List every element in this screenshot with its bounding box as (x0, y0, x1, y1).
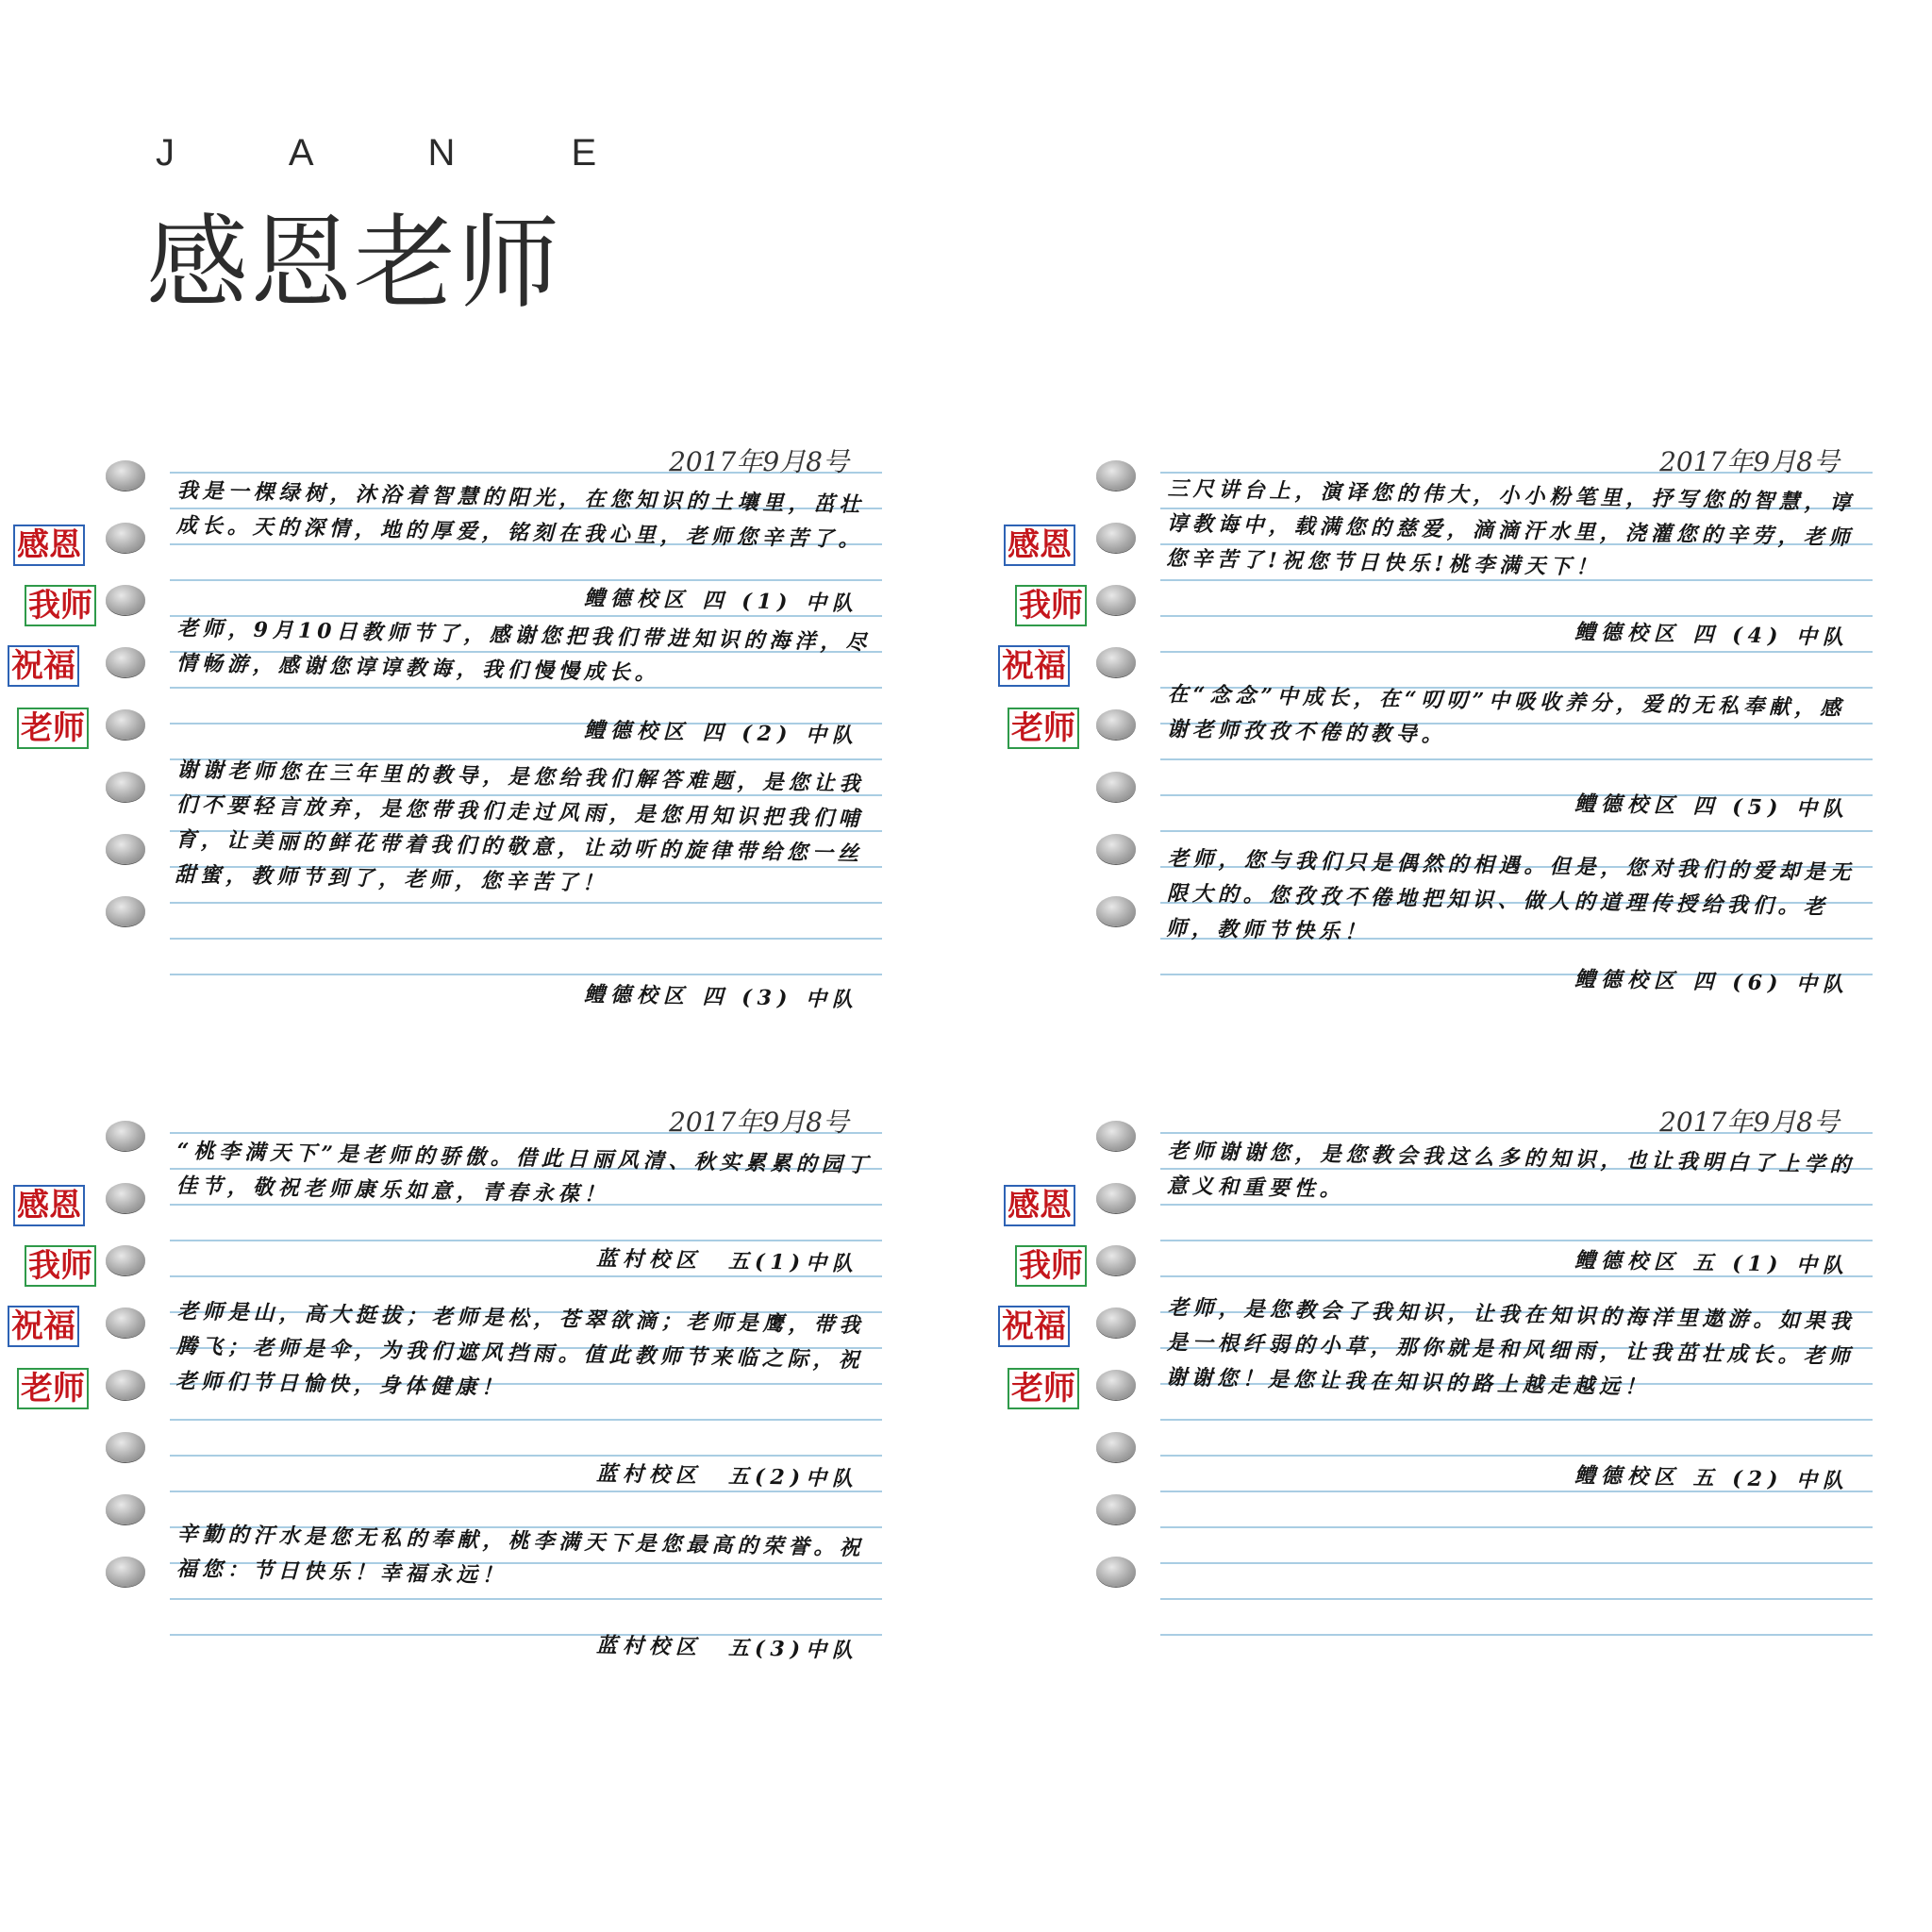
brand-letters: J A N E (156, 132, 650, 174)
ruled-line (1160, 1562, 1873, 1564)
binder-ring (1096, 709, 1136, 740)
binder-ring (106, 523, 145, 553)
message-signature: 鳢德校区 四 (6) 中队 (1574, 966, 1850, 998)
note-card-2 (991, 441, 1896, 1045)
binder-ring (106, 1370, 145, 1400)
tag-my-teacher: 我师 (25, 1245, 96, 1287)
note-date: 2017年9月8号 (1659, 1107, 1840, 1138)
message-signature: 鳢德校区 四 (1) 中队 (583, 585, 859, 617)
note-paper (1160, 441, 1877, 1026)
binder-ring (1096, 1494, 1136, 1524)
binder-ring (1096, 1370, 1136, 1400)
message-signature: 蓝村校区 五(1)中队 (595, 1246, 859, 1276)
binder-ring (106, 1183, 145, 1213)
binder-ring (106, 647, 145, 677)
binder-ring (106, 1494, 145, 1524)
message-signature: 鳢德校区 四 (3) 中队 (583, 981, 859, 1013)
binder-rings (106, 460, 149, 1045)
message-signature: 鳢德校区 四 (4) 中队 (1574, 619, 1850, 651)
tag-gratitude: 感恩 (13, 525, 85, 566)
tag-gratitude: 感恩 (1004, 525, 1075, 566)
note-date: 2017年9月8号 (669, 1107, 849, 1138)
note-card-4 (991, 1102, 1896, 1706)
tag-teacher: 老师 (1008, 1368, 1079, 1409)
binder-ring (106, 1432, 145, 1462)
note-card-1 (0, 441, 906, 1045)
note-card-3 (0, 1102, 906, 1706)
note-paper (1160, 1102, 1877, 1687)
ruled-line (1160, 1598, 1873, 1600)
message-text: 辛勤的汗水是您无私的奉献，桃李满天下是您最高的荣誉。祝福您：节日快乐！幸福永远！ (175, 1521, 865, 1589)
message-signature: 蓝村校区 五(2)中队 (595, 1461, 859, 1491)
ruled-line (1160, 1455, 1873, 1457)
message-text: 在“念念”中成长，在“叨叨”中吸收养分，爱的无私奉献，感谢老师孜孜不倦的教导。 (1166, 681, 1846, 748)
binder-ring (1096, 1245, 1136, 1275)
ruled-line (170, 974, 882, 975)
binder-ring (1096, 1557, 1136, 1587)
message-signature: 鳢德校区 五 (2) 中队 (1574, 1462, 1850, 1494)
message-signature: 鳢德校区 五 (1) 中队 (1574, 1247, 1850, 1279)
ruled-line (170, 1419, 882, 1421)
ruled-line (170, 938, 882, 940)
tag-blessing: 祝福 (998, 1306, 1070, 1347)
binder-ring (1096, 1307, 1136, 1338)
binder-ring (1096, 1183, 1136, 1213)
tag-gratitude: 感恩 (1004, 1185, 1075, 1226)
message-text: 老师是山，高大挺拔；老师是松，苍翠欲滴；老师是鹰，带我腾飞；老师是伞，为我们遮风挡雨。值此教师节来临之际，祝老师们节日愉快，身体健康！ (175, 1298, 865, 1401)
ruled-line (170, 1275, 882, 1277)
message-signature: 鳢德校区 四 (5) 中队 (1574, 791, 1850, 823)
note-paper (170, 1102, 887, 1687)
ruled-line (1160, 1634, 1873, 1636)
binder-ring (1096, 523, 1136, 553)
binder-ring (106, 772, 145, 802)
ruled-line (170, 1455, 882, 1457)
page-title: 感恩老师 (146, 205, 562, 323)
message-text: 老师谢谢您，是您教会我这么多的知识，也让我明白了上学的意义和重要性。 (1166, 1138, 1856, 1202)
ruled-line (1160, 830, 1873, 832)
ruled-line (1160, 1419, 1873, 1421)
binder-rings (1096, 460, 1140, 1045)
ruled-line (1160, 1240, 1873, 1241)
tag-blessing: 祝福 (8, 645, 79, 687)
binder-ring (1096, 1121, 1136, 1151)
tag-blessing: 祝福 (8, 1306, 79, 1347)
message-text: 三尺讲台上，演译您的伟大，小小粉笔里，抒写您的智慧，谆谆教诲中，载满您的慈爱，滴滴汗水里，浇灌您的辛劳，老师您辛苦了!祝您节日快乐!桃李满天下！ (1165, 475, 1856, 580)
binder-ring (1096, 460, 1136, 491)
ruled-line (1160, 615, 1873, 617)
tag-teacher: 老师 (17, 1368, 89, 1409)
binder-ring (1096, 896, 1136, 926)
binder-ring (1096, 647, 1136, 677)
tag-my-teacher: 我师 (1015, 585, 1087, 626)
binder-ring (106, 1245, 145, 1275)
message-text: 老师，是您教会了我知识，让我在知识的海洋里遨游。如果我是一根纤弱的小草，那你就是和风细雨，让我茁壮成长。老师谢谢您！是您让我在知识的路上越走越远！ (1165, 1294, 1856, 1400)
tag-teacher: 老师 (1008, 708, 1079, 749)
message-text: 我是一棵绿树，沐浴着智慧的阳光，在您知识的土壤里，茁壮成长。天的深情，地的厚爱，铭刻在我心里，老师您辛苦了。 (175, 477, 865, 553)
binder-ring (1096, 834, 1136, 864)
message-signature: 鳢德校区 四 (2) 中队 (583, 717, 859, 749)
binder-ring (1096, 585, 1136, 615)
binder-ring (1096, 772, 1136, 802)
ruled-line (170, 1240, 882, 1241)
message-text: “桃李满天下”是老师的骄傲。借此日丽风清、秋实累累的园丁佳节，敬祝老师康乐如意，青春永葆！ (175, 1138, 874, 1208)
binder-ring (1096, 1432, 1136, 1462)
tag-teacher: 老师 (17, 708, 89, 749)
message-signature: 蓝村校区 五(3)中队 (595, 1633, 859, 1663)
binder-ring (106, 1307, 145, 1338)
ruled-line (170, 579, 882, 581)
ruled-line (170, 1491, 882, 1492)
message-text: 老师，您与我们只是偶然的相遇。但是，您对我们的爱却是无限大的。您孜孜不倦地把知识、做人的道理传授给我们。老师，教师节快乐！ (1165, 845, 1856, 945)
binder-ring (106, 834, 145, 864)
note-paper (170, 441, 887, 1026)
tag-gratitude: 感恩 (13, 1185, 85, 1226)
binder-ring (106, 1121, 145, 1151)
binder-ring (106, 709, 145, 740)
message-text: 老师，9月10日教师节了，感谢您把我们带进知识的海洋，尽情畅游，感谢您谆谆教诲，我们慢慢成长。 (175, 615, 872, 686)
binder-rings (106, 1121, 149, 1706)
tag-blessing: 祝福 (998, 645, 1070, 687)
note-date: 2017年9月8号 (1659, 446, 1840, 477)
binder-ring (106, 896, 145, 926)
note-date: 2017年9月8号 (669, 446, 849, 477)
binder-ring (106, 585, 145, 615)
message-text: 谢谢老师您在三年里的教导，是您给我们解答难题，是您让我们不要轻言放弃，是您带我们走过风雨，是您用知识把我们哺育，让美丽的鲜花带着我们的敬意，让动听的旋律带给您一丝甜蜜，教师节到了，老师，您辛苦了！ (175, 757, 865, 896)
binder-rings (1096, 1121, 1140, 1706)
tag-my-teacher: 我师 (25, 585, 96, 626)
binder-ring (106, 460, 145, 491)
ruled-line (1160, 651, 1873, 653)
ruled-line (1160, 1526, 1873, 1528)
binder-ring (106, 1557, 145, 1587)
tag-my-teacher: 我师 (1015, 1245, 1087, 1287)
